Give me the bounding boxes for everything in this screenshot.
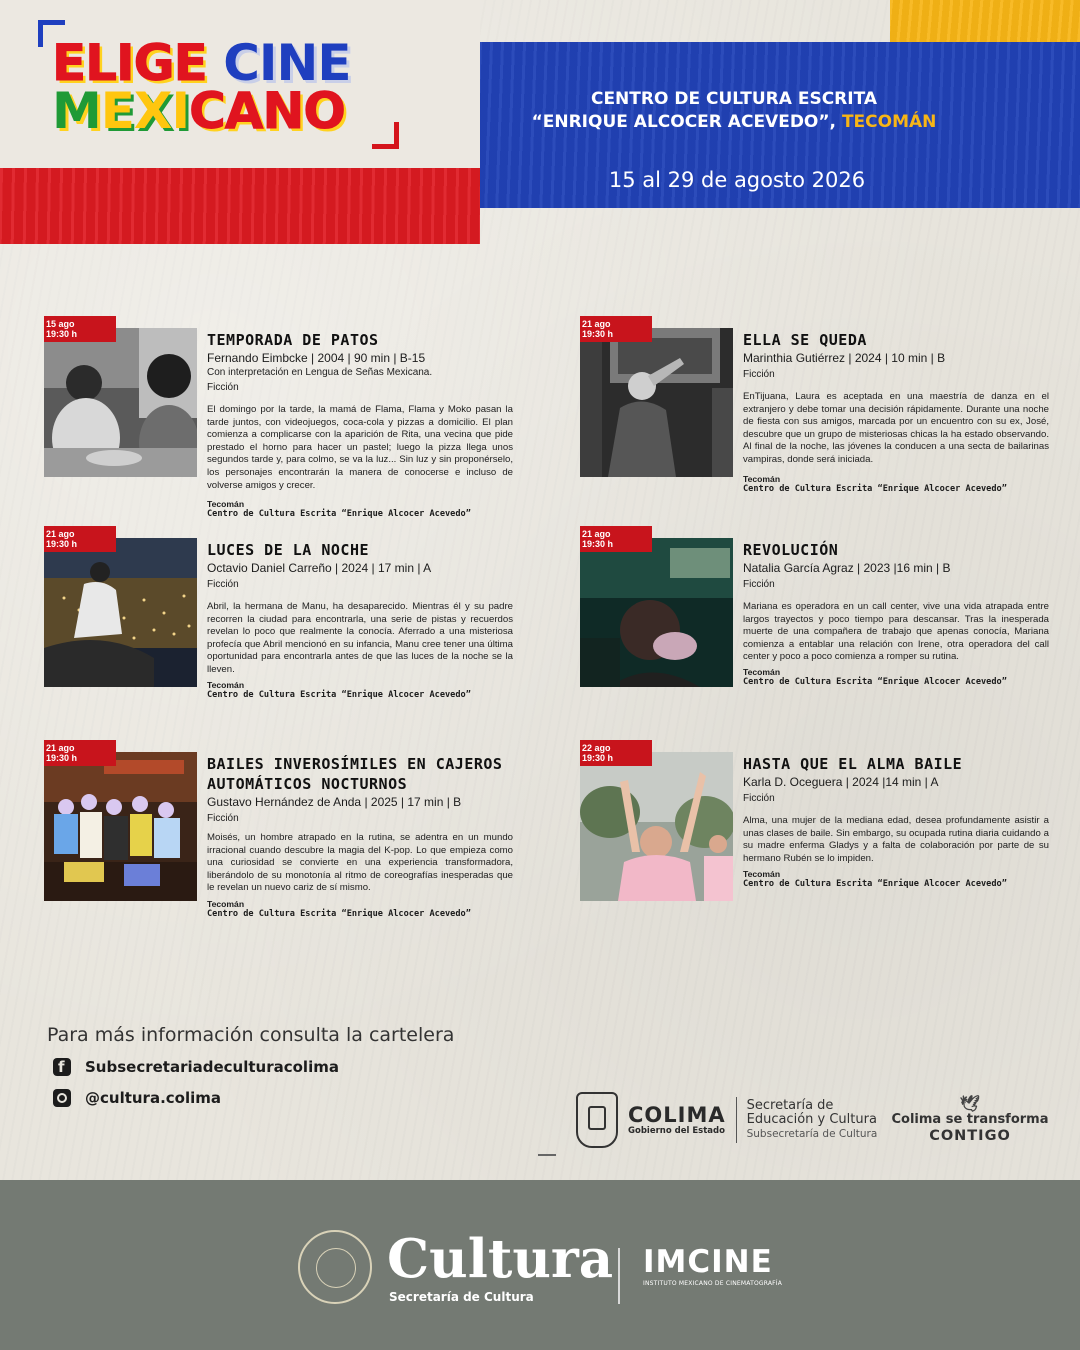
venue-line-1: CENTRO DE CULTURA ESCRITA [590,89,878,109]
dove-icon: 🕊 [959,1094,981,1113]
film-synopsis: EnTijuana, Laura es aceptada en una maestría de danza en el extranjero y debe tomar una decisión rápidamente. Durante una noche de fiesta con sus amigos, marcada por un encuentro con su ex, José, descubre que un grupo de misteriosas chicas la ha estado observando. Al final de la noche, las jóvenes la conducen a una secta de bailarinas vampiras, donde será iniciada. [743,391,1049,465]
film-info [743,330,1049,494]
film-title: HASTA QUE EL ALMA BAILE [743,755,963,773]
film-genre: Ficción [207,813,239,824]
more-info-text: Para más información consulta la cartelera [47,1024,455,1046]
film-info [743,540,1049,687]
film-location-venue: Centro de Cultura Escrita “Enrique Alcocer Acevedo” [743,676,1007,687]
instagram-icon [53,1089,71,1107]
film-genre: Ficción [207,579,239,590]
date-badge [44,526,116,552]
film-note: Con interpretación en Lengua de Señas Mexicana. [207,367,433,378]
logo-letters-exi: EXI [100,82,190,140]
logo-divider [736,1097,737,1143]
badge-time: 19:30 h [582,753,614,763]
cultura-logo: Cultura [387,1228,614,1290]
film-meta: Octavio Daniel Carreño | 2024 | 17 min | A [207,561,432,575]
film-location-city: Tecomán [207,679,245,690]
film-meta: Gustavo Hernández de Anda | 2025 | 17 min | B [207,795,462,809]
festival-dates: 15 al 29 de agosto 2026 [608,168,866,192]
government-logos [576,1092,877,1148]
slogan-line-1: Colima se transforma [891,1112,1049,1127]
film-synopsis: Moisés, un hombre atrapado en la rutina, se adentra en un mundo irracional cuando descubre la magia del K-pop. Lo que empieza como una curiosidad se convierte en una experiencia transformadora, liberándolo de su monotonía al ritmo de coreografías inesperadas que le revelan un nuevo cariz de sí mismo. [207,832,513,894]
logo-line-2 [52,82,345,140]
film-info [207,540,513,700]
mexico-seal-icon [298,1230,372,1304]
logo-word-elige: ELIGE [52,34,207,92]
film-info [207,330,513,519]
film-location-city: Tecomán [207,499,245,510]
date-badge [580,740,652,766]
film-synopsis: Mariana es operadora en un call center, vive una vida atrapada entre largos trayectos y poco tiempo para descansar. Tras la inesperada muerte de una compañera de trabajo que apenas conocía, Mariana comienza a entablar una relación con Irene, otra operadora del call center y poco a poco comienza a romper su rutina. [743,601,1049,663]
imcine-logo: IMCINE [643,1244,773,1280]
film-synopsis: El domingo por la tarde, la mamá de Flama, Flama y Moko pasan la tarde juntos, con videojuegos, coca-cola y pizzas a domicilio. El plan comienza a complicarse con la aparición de Rita, una vecina que pide prestado el horno para hacer un pastel; luego la pizza llega unos segundos tarde y, para colmo, se va la luz... Sin luz y sin proponérselo, los personajes encontrarán la manera de conocerse e incluso de volverse amigos y crecer. [207,404,513,491]
badge-date: 22 ago [582,743,611,753]
film-title: TEMPORADA DE PATOS [207,331,379,349]
film-still-image [580,328,733,477]
film-location-city: Tecomán [743,666,781,677]
film-card[interactable] [580,740,1060,930]
badge-time: 19:30 h [582,539,614,549]
logo-word-cine: CINE [206,34,351,92]
badge-time: 19:30 h [582,329,614,339]
badge-time: 19:30 h [46,753,78,763]
logo-line-1 [52,34,351,92]
film-location-venue: Centro de Cultura Escrita “Enrique Alcocer Acevedo” [743,483,1007,494]
film-location-venue: Centro de Cultura Escrita “Enrique Alcocer Acevedo” [207,908,471,919]
colima-name: COLIMA [628,1103,726,1127]
film-still [580,538,733,687]
film-location-city: Tecomán [743,473,781,484]
decorative-dash [538,1154,556,1156]
film-location-venue: Centro de Cultura Escrita “Enrique Alcocer Acevedo” [743,879,1007,890]
instagram-handle: @cultura.colima [85,1089,222,1107]
film-genre: Ficción [207,382,239,393]
badge-date: 21 ago [582,529,611,539]
secretaria-line-1: Secretaría de [746,1098,834,1113]
film-card[interactable] [44,740,524,930]
date-badge [580,526,652,552]
film-title: REVOLUCIÓN [743,541,839,559]
facebook-handle: Subsecretariadeculturacolima [85,1058,339,1076]
venue-name: “ENRIQUE ALCOCER ACEVEDO”, [531,112,837,132]
film-still-image [580,538,733,687]
facebook-icon: f [53,1058,71,1076]
film-meta: Karla D. Oceguera | 2024 |14 min | A [743,775,939,789]
film-location-city: Tecomán [207,898,245,909]
slogan-logo [888,1096,1052,1145]
film-title: LUCES DE LA NOCHE [207,541,370,559]
logo-box [0,0,480,168]
badge-time: 19:30 h [46,539,78,549]
logo-letters-cano: CANO [189,82,345,140]
date-badge [44,316,116,342]
badge-date: 21 ago [46,529,75,539]
venue-city: TECOMÁN [841,112,937,132]
colima-subtitle: Gobierno del Estado [628,1126,725,1136]
secretaria-line-3: Subsecretaría de Cultura [746,1128,878,1140]
badge-date: 15 ago [46,319,75,329]
film-genre: Ficción [743,793,775,804]
film-still [44,328,197,477]
slogan-line-2: CONTIGO [929,1128,1011,1144]
colima-logo [628,1104,726,1136]
facebook-link[interactable] [53,1058,339,1076]
badge-time: 19:30 h [46,329,78,339]
date-badge [580,316,652,342]
film-genre: Ficción [743,579,775,590]
film-location-venue: Centro de Cultura Escrita “Enrique Alcocer Acevedo” [207,509,471,520]
film-synopsis: Alma, una mujer de la mediana edad, desea profundamente asistir a unas clases de baile. Sin embargo, su ocupada rutina diaria cuidando a su madre enferma Gladys y a falta de colaboración por parte de su hermano Rubén se lo impiden. [743,815,1049,864]
film-title: BAILES INVEROSÍMILES EN CAJEROS AUTOMÁTICOS NOCTURNOS [207,755,503,793]
film-location-venue: Centro de Cultura Escrita “Enrique Alcocer Acevedo” [207,689,471,700]
badge-date: 21 ago [46,743,75,753]
film-meta: Fernando Eimbcke | 2004 | 90 min | B-15 [207,351,426,365]
venue-line-2 [424,111,1044,134]
film-info [207,754,513,919]
film-card[interactable] [44,316,524,526]
footer-divider [618,1248,620,1304]
film-location-city: Tecomán [743,869,781,880]
film-still-image [44,538,197,687]
secretaria-line-2: Educación y Cultura [746,1112,877,1127]
film-still [580,328,733,477]
film-still-image [44,752,197,901]
film-still-image [580,752,733,901]
instagram-link[interactable] [53,1089,221,1107]
film-card[interactable] [580,316,1060,506]
logo-bracket-bottom-right [372,122,399,149]
film-meta: Marinthia Gutiérrez | 2024 | 10 min | B [743,351,946,365]
film-card[interactable] [44,526,524,716]
film-genre: Ficción [743,369,775,380]
cultura-subtitle: Secretaría de Cultura [389,1290,534,1304]
film-title: ELLA SE QUEDA [743,331,867,349]
film-card[interactable] [580,526,1060,716]
film-still [44,538,197,687]
badge-date: 21 ago [582,319,611,329]
date-badge [44,740,116,766]
colima-crest-icon [576,1092,618,1148]
imcine-subtitle: INSTITUTO MEXICANO DE CINEMATOGRAFÍA [643,1280,783,1287]
secretaria-logo [747,1099,878,1141]
venue-heading [424,88,1044,134]
film-still-image [44,328,197,477]
film-still [580,752,733,901]
film-still [44,752,197,901]
logo-letter-m: M [52,82,101,140]
film-synopsis: Abril, la hermana de Manu, ha desaparecido. Mientras él y su padre recorren la ciudad para encontrarla, una serie de pistas y recuerdos revelan lo poco que realmente la conocía. Aferrado a una misteriosa profecía que Abril mencionó en su infancia, Manu cree tener una última oportunidad para encontrarla antes de que las luces de la noche se la lleven. [207,601,513,675]
red-paint-band [0,168,480,244]
film-info [743,754,1049,889]
film-meta: Natalia García Agraz | 2023 |16 min | B [743,561,951,575]
